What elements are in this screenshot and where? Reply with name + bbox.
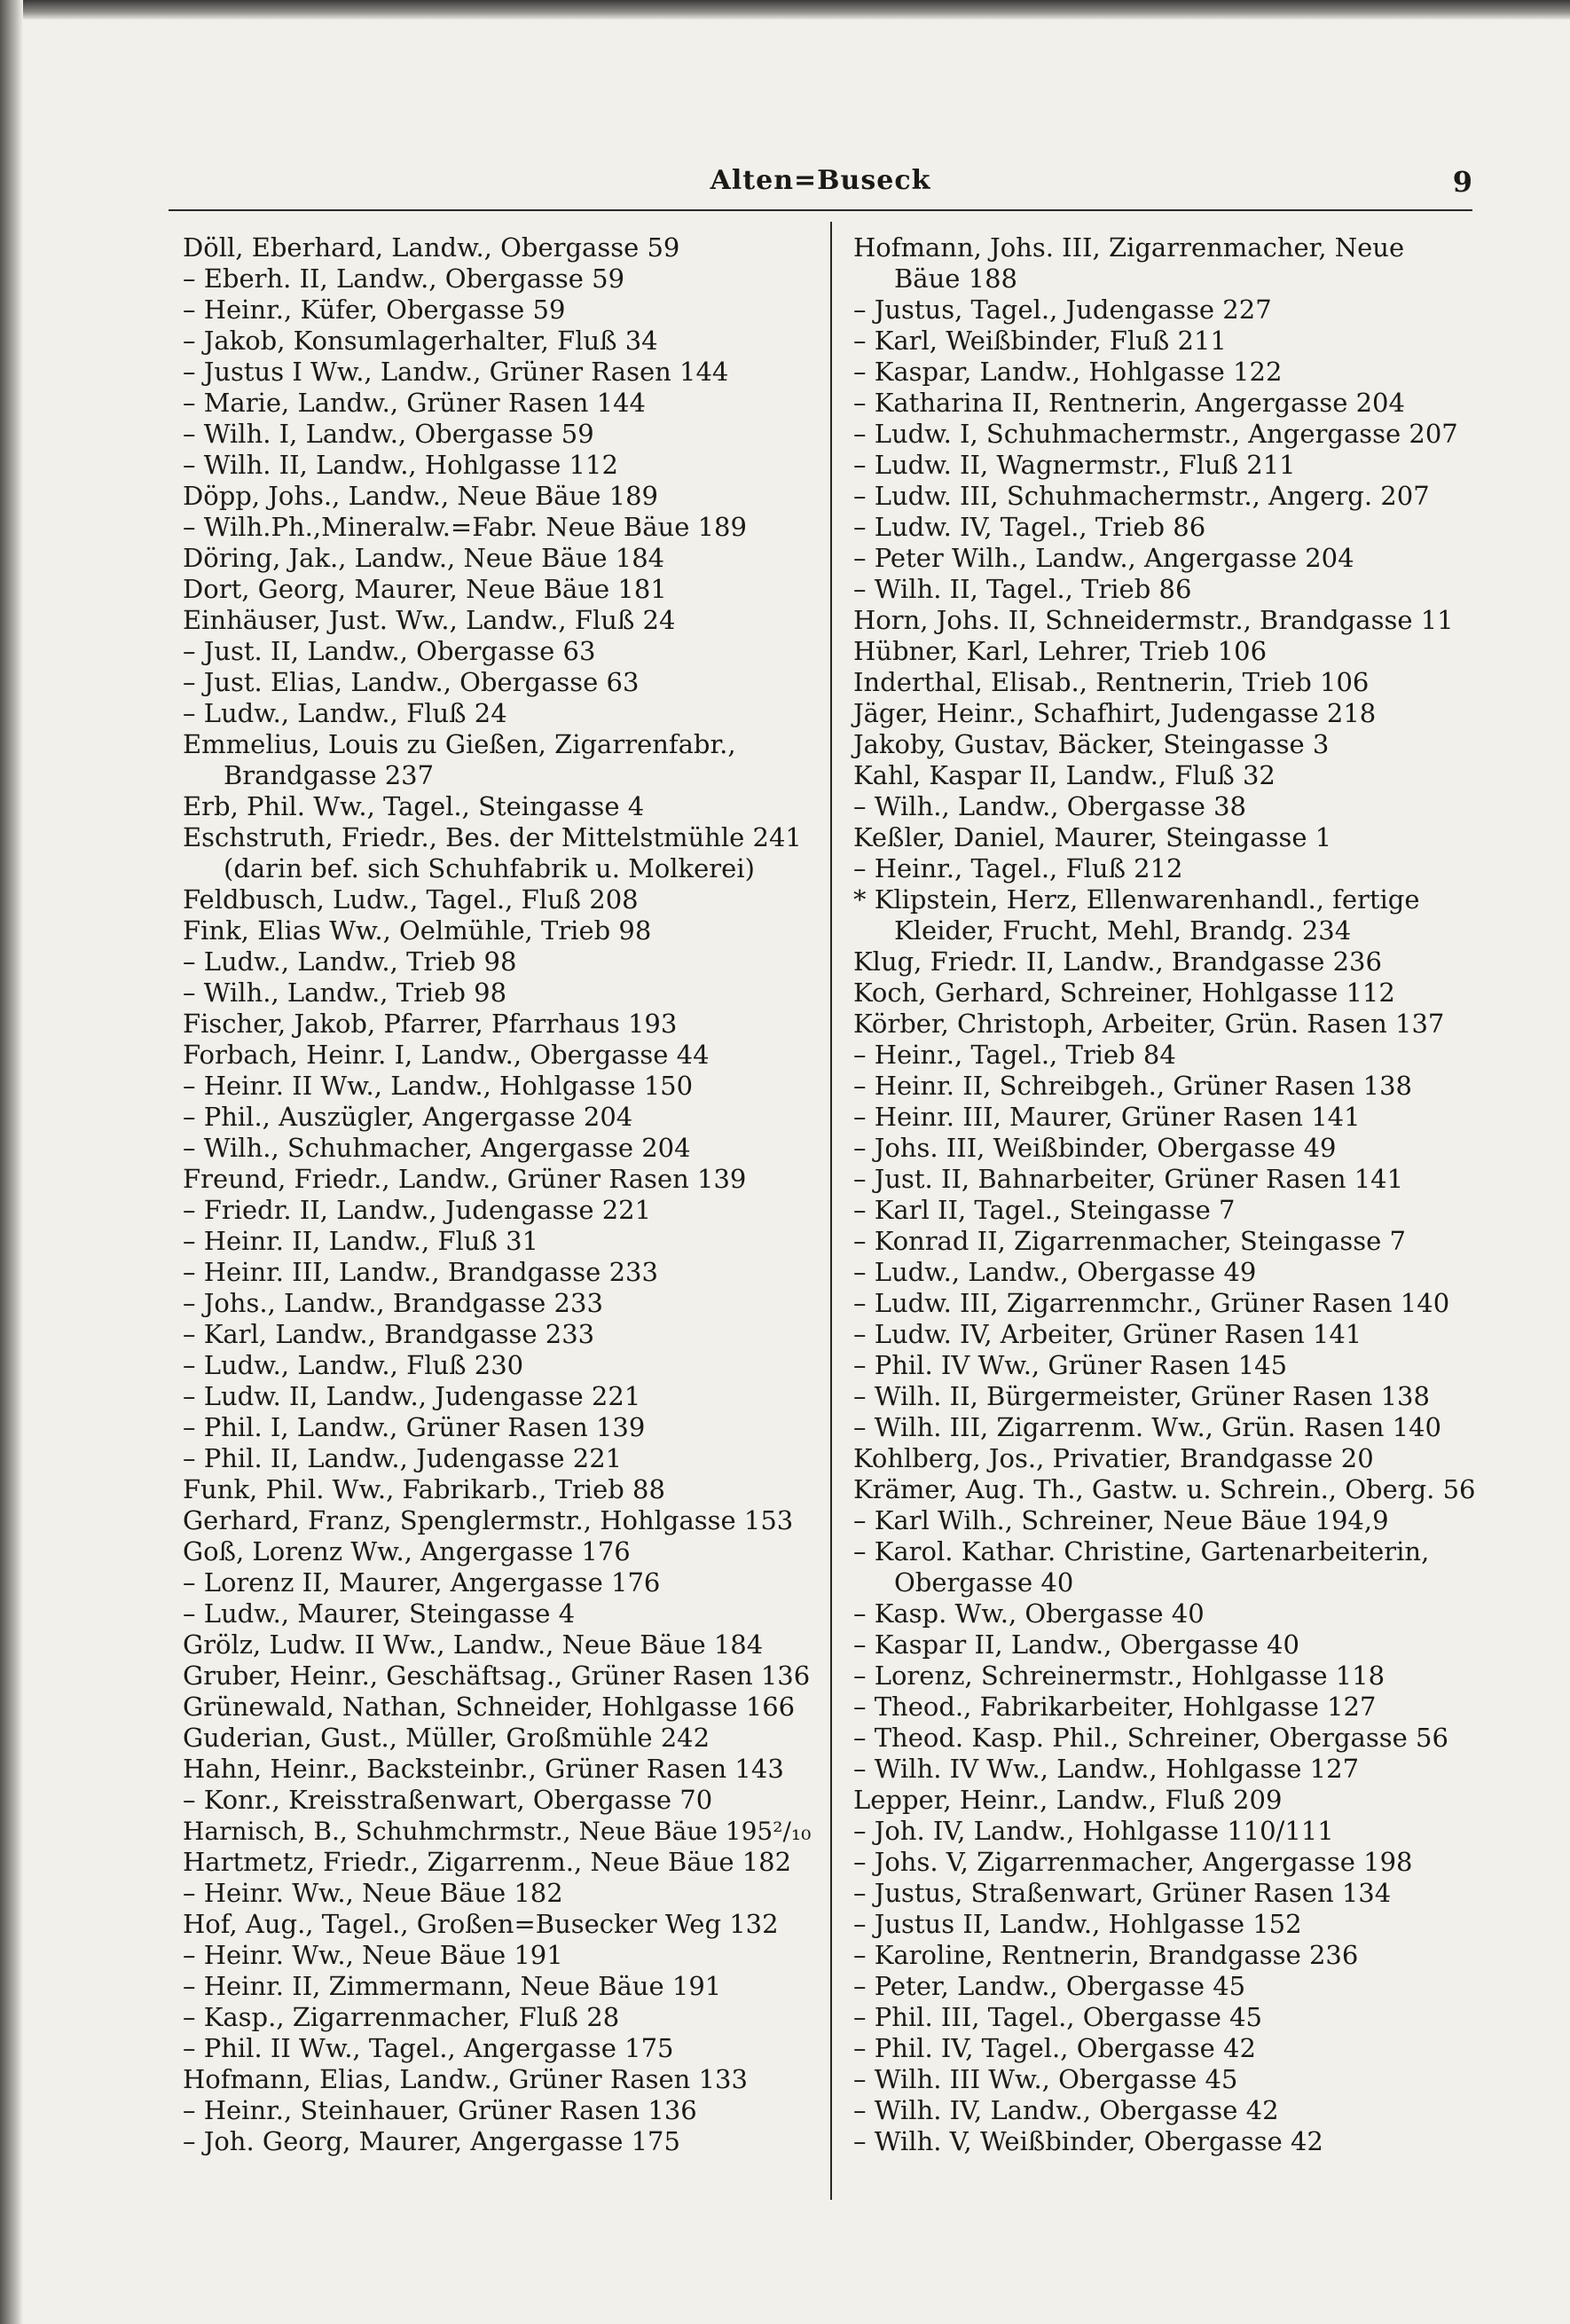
left-column — [183, 232, 821, 2228]
directory-entry: Gruber, Heinr., Geschäftsag., Grüner Rasen 136 — [183, 1661, 811, 1691]
directory-entry: Krämer, Aug. Th., Gastw. u. Schrein., Oberg. 56 — [853, 1474, 1476, 1504]
directory-entry: – Justus, Tagel., Judengasse 227 — [853, 294, 1272, 325]
directory-entry: – Heinr. II, Landw., Fluß 31 — [183, 1226, 538, 1256]
page-header — [169, 165, 1472, 206]
directory-entry: – Heinr., Küfer, Obergasse 59 — [183, 294, 566, 325]
directory-entry: Goß, Lorenz Ww., Angergasse 176 — [183, 1536, 631, 1566]
directory-entry: – Kasp. Ww., Obergasse 40 — [853, 1598, 1205, 1629]
right-column — [853, 232, 1492, 2228]
directory-entry: – Eberh. II, Landw., Obergasse 59 — [183, 263, 625, 294]
directory-entry: – Karoline, Rentnerin, Brandgasse 236 — [853, 1940, 1359, 1970]
directory-entry: – Heinr., Tagel., Trieb 84 — [853, 1040, 1176, 1070]
directory-entry: – Kaspar, Landw., Hohlgasse 122 — [853, 357, 1283, 387]
directory-entry: Döpp, Johs., Landw., Neue Bäue 189 — [183, 481, 659, 511]
directory-entry: – Wilh., Landw., Obergasse 38 — [853, 791, 1246, 821]
directory-entry: – Joh. IV, Landw., Hohlgasse 110/111 — [853, 1816, 1334, 1846]
directory-entry: Einhäuser, Just. Ww., Landw., Fluß 24 — [183, 605, 676, 635]
directory-entry: – Wilh. I, Landw., Obergasse 59 — [183, 419, 594, 449]
directory-entry: – Heinr. II Ww., Landw., Hohlgasse 150 — [183, 1071, 694, 1101]
column-divider — [830, 222, 832, 2200]
directory-entry: – Phil. IV Ww., Grüner Rasen 145 — [853, 1350, 1288, 1380]
directory-entry-continuation: (darin bef. sich Schuhfabrik u. Molkerei) — [224, 853, 755, 883]
directory-entry: Lepper, Heinr., Landw., Fluß 209 — [853, 1785, 1283, 1815]
directory-entry: – Karl Wilh., Schreiner, Neue Bäue 194,9 — [853, 1505, 1389, 1535]
directory-entry: – Ludw., Maurer, Steingasse 4 — [183, 1598, 576, 1629]
directory-entry: Körber, Christoph, Arbeiter, Grün. Rasen 137 — [853, 1009, 1445, 1039]
directory-entry: * Klipstein, Herz, Ellenwarenhandl., fertige — [853, 884, 1420, 915]
directory-entry: – Heinr. Ww., Neue Bäue 182 — [183, 1878, 563, 1908]
directory-entry: Funk, Phil. Ww., Fabrikarb., Trieb 88 — [183, 1474, 665, 1504]
directory-entry: Hübner, Karl, Lehrer, Trieb 106 — [853, 636, 1268, 666]
directory-entry: – Heinr. II, Schreibgeh., Grüner Rasen 138 — [853, 1071, 1412, 1101]
directory-entry: – Wilh. IV, Landw., Obergasse 42 — [853, 2095, 1279, 2125]
directory-entry: Hartmetz, Friedr., Zigarrenm., Neue Bäue 182 — [183, 1847, 792, 1877]
directory-entry: – Ludw., Landw., Obergasse 49 — [853, 1257, 1257, 1287]
directory-entry: – Karl, Landw., Brandgasse 233 — [183, 1319, 595, 1349]
directory-entry-continuation: Obergasse 40 — [894, 1567, 1074, 1598]
directory-entry: – Jakob, Konsumlagerhalter, Fluß 34 — [183, 326, 658, 356]
directory-entry: – Wilh., Landw., Trieb 98 — [183, 977, 507, 1008]
directory-entry: Kohlberg, Jos., Privatier, Brandgasse 20 — [853, 1443, 1374, 1473]
directory-entry: Forbach, Heinr. I, Landw., Obergasse 44 — [183, 1040, 710, 1070]
directory-entry: – Just. II, Landw., Obergasse 63 — [183, 636, 596, 666]
directory-entry: – Heinr. II, Zimmermann, Neue Bäue 191 — [183, 1971, 722, 2001]
directory-entry: Hofmann, Johs. III, Zigarrenmacher, Neue — [853, 232, 1405, 263]
scan-top-edge — [0, 0, 1570, 20]
directory-entry: Gerhard, Franz, Spenglermstr., Hohlgasse 153 — [183, 1505, 794, 1535]
directory-entry-continuation: Kleider, Frucht, Mehl, Brandg. 234 — [894, 915, 1352, 946]
directory-entry: – Konr., Kreisstraßenwart, Obergasse 70 — [183, 1785, 713, 1815]
directory-entry: – Peter Wilh., Landw., Angergasse 204 — [853, 543, 1354, 573]
directory-entry: Klug, Friedr. II, Landw., Brandgasse 236 — [853, 946, 1382, 977]
header-rule — [169, 209, 1472, 211]
directory-entry: – Kasp., Zigarrenmacher, Fluß 28 — [183, 2002, 620, 2032]
directory-entry: – Heinr. III, Landw., Brandgasse 233 — [183, 1257, 658, 1287]
directory-entry: – Ludw., Landw., Fluß 230 — [183, 1350, 524, 1380]
directory-entry: Grölz, Ludw. II Ww., Landw., Neue Bäue 184 — [183, 1629, 764, 1660]
directory-entry: – Marie, Landw., Grüner Rasen 144 — [183, 388, 646, 418]
directory-entry: – Karl, Weißbinder, Fluß 211 — [853, 326, 1227, 356]
directory-entry: Hof, Aug., Tagel., Großen=Busecker Weg 132 — [183, 1909, 779, 1939]
directory-entry: Fink, Elias Ww., Oelmühle, Trieb 98 — [183, 915, 652, 946]
directory-entry: – Johs., Landw., Brandgasse 233 — [183, 1288, 603, 1318]
directory-entry: – Phil. III, Tagel., Obergasse 45 — [853, 2002, 1262, 2032]
directory-entry: – Katharina II, Rentnerin, Angergasse 204 — [853, 388, 1405, 418]
directory-entry: – Theod. Kasp. Phil., Schreiner, Obergasse 56 — [853, 1723, 1448, 1753]
directory-entry: – Lorenz, Schreinermstr., Hohlgasse 118 — [853, 1661, 1386, 1691]
directory-entry: – Heinr. Ww., Neue Bäue 191 — [183, 1940, 563, 1970]
directory-entry: – Wilh. III, Zigarrenm. Ww., Grün. Rasen 140 — [853, 1412, 1442, 1442]
directory-entry: – Ludw. II, Wagnermstr., Fluß 211 — [853, 450, 1296, 480]
directory-entry: Döring, Jak., Landw., Neue Bäue 184 — [183, 543, 665, 573]
directory-entry: – Ludw. IV, Tagel., Trieb 86 — [853, 512, 1206, 542]
directory-entry: Grünewald, Nathan, Schneider, Hohlgasse 166 — [183, 1692, 796, 1722]
directory-entry: – Ludw. III, Schuhmachermstr., Angerg. 207 — [853, 481, 1430, 511]
directory-entry: – Wilh. II, Bürgermeister, Grüner Rasen 138 — [853, 1381, 1430, 1411]
directory-entry: Erb, Phil. Ww., Tagel., Steingasse 4 — [183, 791, 645, 821]
scan-left-edge — [0, 0, 23, 2324]
directory-entry: – Ludw., Landw., Fluß 24 — [183, 698, 507, 728]
directory-entry: – Wilh.Ph.,Mineralw.=Fabr. Neue Bäue 189 — [183, 512, 747, 542]
directory-entry-continuation: Bäue 188 — [894, 263, 1018, 294]
directory-entry: – Ludw. I, Schuhmachermstr., Angergasse 207 — [853, 419, 1458, 449]
directory-entry: Emmelius, Louis zu Gießen, Zigarrenfabr., — [183, 729, 736, 759]
directory-entry: – Phil., Auszügler, Angergasse 204 — [183, 1102, 633, 1132]
directory-entry: Dort, Georg, Maurer, Neue Bäue 181 — [183, 574, 667, 604]
directory-entry: – Wilh. V, Weißbinder, Obergasse 42 — [853, 2126, 1323, 2156]
directory-entry: – Phil. II, Landw., Judengasse 221 — [183, 1443, 623, 1473]
directory-entry: Hahn, Heinr., Backsteinbr., Grüner Rasen 143 — [183, 1754, 784, 1784]
directory-entry: – Just. Elias, Landw., Obergasse 63 — [183, 667, 640, 697]
directory-entry: Guderian, Gust., Müller, Großmühle 242 — [183, 1723, 710, 1753]
directory-entry: Harnisch, B., Schuhmchrmstr., Neue Bäue 195²/₁₀ — [183, 1817, 812, 1846]
directory-entry: – Joh. Georg, Maurer, Angergasse 175 — [183, 2126, 680, 2156]
directory-entry: – Phil. I, Landw., Grüner Rasen 139 — [183, 1412, 646, 1442]
directory-entry: – Just. II, Bahnarbeiter, Grüner Rasen 141 — [853, 1164, 1404, 1194]
directory-entry: – Ludw. II, Landw., Judengasse 221 — [183, 1381, 641, 1411]
directory-entry: – Kaspar II, Landw., Obergasse 40 — [853, 1629, 1299, 1660]
directory-entry: Jäger, Heinr., Schafhirt, Judengasse 218 — [853, 698, 1377, 728]
page-title: Alten=Buseck — [710, 165, 931, 196]
directory-entry: – Peter, Landw., Obergasse 45 — [853, 1971, 1246, 2001]
directory-entry: Horn, Johs. II, Schneidermstr., Brandgasse 11 — [853, 605, 1454, 635]
directory-entry: – Wilh. II, Landw., Hohlgasse 112 — [183, 450, 618, 480]
directory-entry: – Johs. V, Zigarrenmacher, Angergasse 198 — [853, 1847, 1413, 1877]
directory-entry: – Phil. II Ww., Tagel., Angergasse 175 — [183, 2033, 674, 2063]
directory-entry: – Ludw., Landw., Trieb 98 — [183, 946, 517, 977]
directory-entry: – Friedr. II, Landw., Judengasse 221 — [183, 1195, 652, 1225]
directory-entry-continuation: Brandgasse 237 — [224, 760, 435, 790]
directory-entry: – Justus, Straßenwart, Grüner Rasen 134 — [853, 1878, 1392, 1908]
directory-entry: – Wilh., Schuhmacher, Angergasse 204 — [183, 1133, 691, 1163]
directory-entry: – Wilh. III Ww., Obergasse 45 — [853, 2064, 1238, 2094]
directory-entry: Hofmann, Elias, Landw., Grüner Rasen 133 — [183, 2064, 748, 2094]
directory-entry: – Wilh. IV Ww., Landw., Hohlgasse 127 — [853, 1754, 1360, 1784]
directory-entry: – Theod., Fabrikarbeiter, Hohlgasse 127 — [853, 1692, 1377, 1722]
directory-entry: – Konrad II, Zigarrenmacher, Steingasse 7 — [853, 1226, 1406, 1256]
directory-entry: – Karl II, Tagel., Steingasse 7 — [853, 1195, 1236, 1225]
directory-entry: – Heinr., Steinhauer, Grüner Rasen 136 — [183, 2095, 697, 2125]
directory-entry: – Lorenz II, Maurer, Angergasse 176 — [183, 1567, 661, 1598]
directory-entry: Feldbusch, Ludw., Tagel., Fluß 208 — [183, 884, 639, 915]
directory-entry: Jakoby, Gustav, Bäcker, Steingasse 3 — [853, 729, 1330, 759]
directory-entry: Döll, Eberhard, Landw., Obergasse 59 — [183, 232, 680, 263]
directory-entry: Inderthal, Elisab., Rentnerin, Trieb 106 — [853, 667, 1370, 697]
directory-entry: – Heinr. III, Maurer, Grüner Rasen 141 — [853, 1102, 1361, 1132]
directory-entry: – Karol. Kathar. Christine, Gartenarbeiterin, — [853, 1536, 1430, 1566]
directory-entry: – Ludw. IV, Arbeiter, Grüner Rasen 141 — [853, 1319, 1362, 1349]
directory-entry: Koch, Gerhard, Schreiner, Hohlgasse 112 — [853, 977, 1395, 1008]
directory-entry: – Johs. III, Weißbinder, Obergasse 49 — [853, 1133, 1337, 1163]
directory-entry: Eschstruth, Friedr., Bes. der Mittelstmühle 241 — [183, 822, 802, 852]
directory-entry: – Wilh. II, Tagel., Trieb 86 — [853, 574, 1192, 604]
directory-entry: – Justus I Ww., Landw., Grüner Rasen 144 — [183, 357, 729, 387]
page-number: 9 — [1452, 165, 1472, 199]
directory-entry: – Ludw. III, Zigarrenmchr., Grüner Rasen 140 — [853, 1288, 1450, 1318]
directory-entry: – Justus II, Landw., Hohlgasse 152 — [853, 1909, 1302, 1939]
directory-entry: – Heinr., Tagel., Fluß 212 — [853, 853, 1183, 883]
directory-entry: Fischer, Jakob, Pfarrer, Pfarrhaus 193 — [183, 1009, 678, 1039]
directory-entry: Keßler, Daniel, Maurer, Steingasse 1 — [853, 822, 1332, 852]
directory-entry: – Phil. IV, Tagel., Obergasse 42 — [853, 2033, 1256, 2063]
directory-entry: Freund, Friedr., Landw., Grüner Rasen 139 — [183, 1164, 747, 1194]
directory-entry: Kahl, Kaspar II, Landw., Fluß 32 — [853, 760, 1276, 790]
